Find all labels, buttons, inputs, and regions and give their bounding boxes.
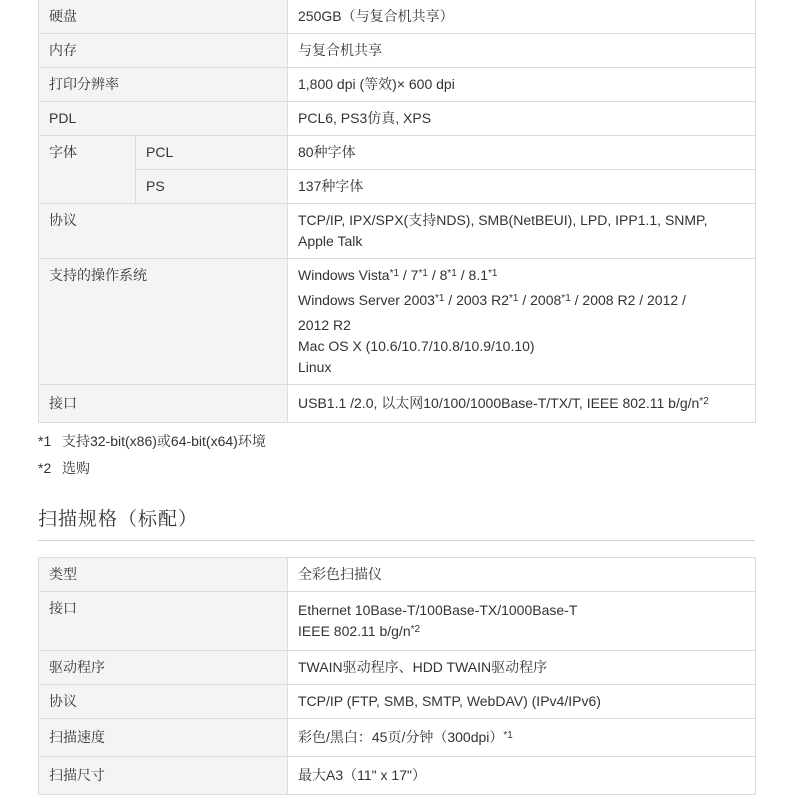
spec-row-pdl (39, 102, 756, 136)
spec-value: USB1.1 /2.0, 以太网10/100/1000Base-T/TX/T, IEEE 802.11 $b/g/n^{*2}$ (288, 385, 756, 423)
spec-label: 支持的操作系统 (39, 259, 288, 385)
spec-value: 彩色/黑白：45页/分钟$(300dpi)^{*1}$ (288, 719, 756, 757)
footnote-1 (38, 431, 266, 451)
scan-spec-heading: 扫描规格（标配） (38, 507, 755, 541)
scan-row-speed (39, 719, 756, 757)
spec-value: 250GB（与复合机共享） (288, 0, 756, 34)
footnote-number: *1 (38, 433, 52, 449)
spec-row-resolution (39, 68, 756, 102)
spec-label: 类型 (39, 558, 288, 592)
spec-row-font-pcl (39, 136, 756, 170)
os-linux: Linux (298, 359, 332, 375)
scan-spec-table (38, 557, 756, 795)
spec-value: TWAIN驱动程序、HDD TWAIN驱动程序 (288, 651, 756, 685)
scan-row-size (39, 757, 756, 795)
footnote-text: 选购 (62, 460, 90, 476)
scan-row-protocol (39, 685, 756, 719)
spec-row-protocol (39, 204, 756, 259)
spec-label: 内存 (39, 34, 288, 68)
scan-row-interface (39, 592, 756, 651)
spec-row-font-ps (39, 170, 756, 204)
spec-label: 打印分辨率 (39, 68, 288, 102)
spec-value: 最大A3（11" x 17"） (288, 757, 756, 795)
spec-label: PDL (39, 102, 288, 136)
spec-label: 硬盘 (39, 0, 288, 34)
spec-value: PCL6, PS3仿真, XPS (288, 102, 756, 136)
spec-label: 字体 (39, 136, 136, 204)
footnote-number: *2 (38, 460, 52, 476)
spec-value: 80种字体 (288, 136, 756, 170)
os-windows-server-2: 2012 R2 (298, 317, 351, 333)
spec-label: 协议 (39, 685, 288, 719)
footnote-text: 支持32-bit(x86)或64-bit(x64)环境 (62, 433, 266, 449)
spec-label: 驱动程序 (39, 651, 288, 685)
spec-label: 扫描速度 (39, 719, 288, 757)
spec-sublabel: PS (136, 170, 288, 204)
spec-value (288, 204, 756, 259)
spec-value-line: Apple Talk (298, 233, 363, 249)
spec-value: TCP/IP (FTP, SMB, SMTP, WebDAV) (IPv4/IPv6) (288, 685, 756, 719)
footnote-2 (38, 458, 90, 478)
spec-value: 与复合机共享 (288, 34, 756, 68)
spec-sublabel: PCL (136, 136, 288, 170)
scan-row-driver (39, 651, 756, 685)
spec-row-os (39, 259, 756, 385)
printer-spec-table (38, 0, 756, 423)
spec-value (288, 259, 756, 385)
spec-value: Ethernet 10Base-T/100Base-TX/1000Base-T IEEE 802.11 $b/g/n^{*2}$ (288, 592, 756, 651)
spec-label: 协议 (39, 204, 288, 259)
spec-value-line: TCP/IP, IPX/SPX(支持NDS), SMB(NetBEUI), LPD, IPP1.1, SNMP, (298, 212, 708, 228)
os-mac: Mac OS X (10.6/10.7/10.8/10.9/10.10) (298, 338, 535, 354)
spec-row-memory (39, 34, 756, 68)
spec-label: 扫描尺寸 (39, 757, 288, 795)
spec-value: 全彩色扫描仪 (288, 558, 756, 592)
os-windows-client: Windows Vista$^{*1}$ / 7$^{*1}$ / 8$^{*1}$ / 8.1$^{*1}$ (298, 267, 498, 283)
spec-label: 接口 (39, 592, 288, 651)
scan-row-type (39, 558, 756, 592)
spec-value: 1,800 dpi (等效)× 600 dpi (288, 68, 756, 102)
spec-row-interface (39, 385, 756, 423)
spec-value: 137种字体 (288, 170, 756, 204)
os-windows-server: Windows Server 2003$^{*1}$ / 2003 R2$^{*1}$ / 2008$^{*1}$ / 2008 R2 / 2012 / (298, 292, 686, 308)
spec-label: 接口 (39, 385, 288, 423)
spec-row-hdd (39, 0, 756, 34)
